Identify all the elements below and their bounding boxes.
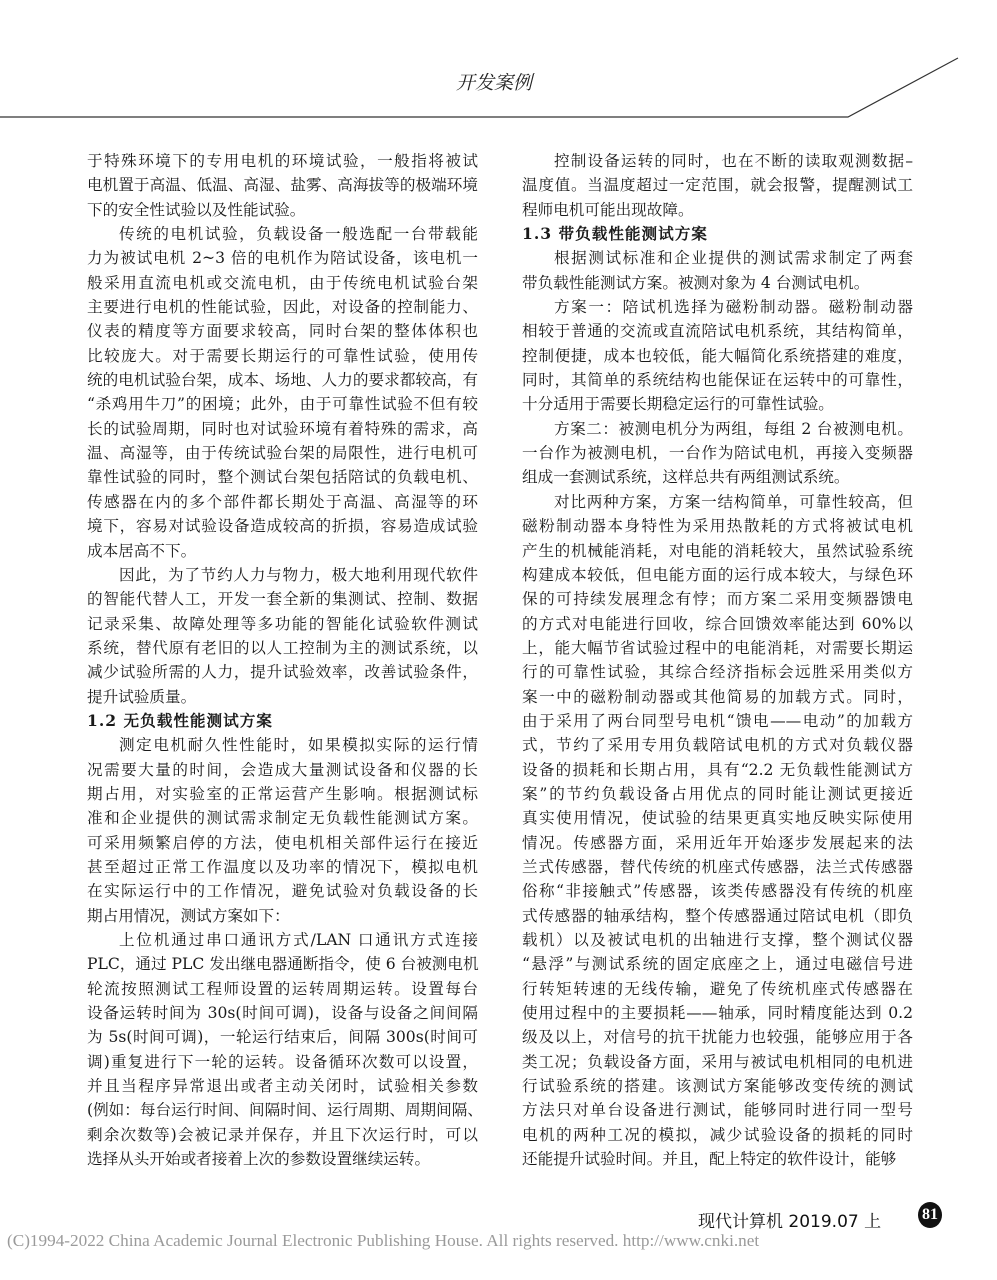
text-line: 产生的机械能消耗，对电能的消耗较大，虽然试验系统: [522, 541, 913, 560]
section-heading: 1.3 带负载性能测试方案: [522, 224, 708, 244]
text-line: 系统，替代原有老旧的以人工控制为主的测试系统，以: [87, 638, 478, 657]
text-line: 因此，为了节约人力与物力，极大地利用现代软件: [119, 565, 478, 584]
text-line: 于特殊环境下的专用电机的环境试验，一般指将被试: [87, 152, 478, 170]
text-line: 期占用，对实验室的正常运营产生影响。根据测试标: [87, 784, 478, 803]
text-line: 传感器在内的多个部件都长期处于高温、高湿等的环: [87, 492, 478, 511]
text-line: 根据测试标准和企业提供的测试需求制定了两套: [554, 249, 913, 268]
text-line: 轮流按照测试工程师设置的运转周期运转。设置每台: [87, 979, 478, 998]
text-line: 剩余次数等)会被记录并保存，并且下次运行时，可以: [87, 1125, 478, 1144]
text-line: 选择从头开始或者接着上次的参数设置继续运转。: [87, 1150, 431, 1169]
text-line: 在实际运行中的工作情况，避免试验对负载设备的长: [87, 882, 478, 901]
text-line: 般采用直流电机或交流电机，由于传统电机试验台架: [87, 273, 478, 292]
text-line: 的方式对电能进行回收，综合回馈效率能达到 60%以: [522, 614, 913, 633]
text-line: 控制便捷，成本也较低，能大幅简化系统搭建的难度，: [522, 346, 913, 365]
text-line: 下的安全性试验以及性能试验。: [87, 200, 306, 219]
text-line: 由于采用了两台同型号电机“馈电——电动”的加载方: [522, 711, 913, 730]
text-line: PLC，通过 PLC 发出继电器通断指令，使 6 台被测电机: [87, 955, 479, 974]
text-line: 控制设备运转的同时，也在不断的读取观测数据–: [554, 152, 913, 170]
text-line: 的智能代替人工，开发一套全新的集测试、控制、数据: [87, 590, 478, 609]
text-line: 可采用频繁启停的方法，使电机相关部件运行在接近: [87, 833, 478, 852]
text-line: 长的试验周期，同时也对试验环境有着特殊的需求，高: [87, 419, 478, 438]
text-line: 对比两种方案，方案一结构简单，可靠性较高，但: [554, 492, 913, 511]
text-line: “杀鸡用牛刀”的困境；此外，由于可靠性试验不但有较: [87, 395, 478, 414]
text-line: 情况。传感器方面，采用近年开始逐步发展起来的法: [522, 833, 913, 852]
text-line: 电机置于高温、低温、高湿、盐雾、高海拔等的极端环境: [87, 176, 478, 195]
paragraph: [87, 928, 483, 1171]
text-line: 组成一套测试系统，这样总共有两组测试系统。: [522, 468, 850, 487]
copyright-notice: (C)1994-2022 China Academic Journal Electronic Publishing House. All rights reserved. http://www.cnki.net: [7, 1231, 760, 1250]
text-line: 并且当程序异常退出或者主动关闭时，试验相关参数: [87, 1077, 478, 1096]
text-line: (例如：每台运行时间、间隔时间、运行周期、周期间隔、: [87, 1101, 483, 1120]
text-line: 真实使用情况，使试验的结果更真实地反映实际使用: [522, 809, 913, 828]
text-line: 比较庞大。对于需要长期运行的可靠性试验，使用传: [87, 346, 478, 365]
text-line: 式，节约了采用专用负载陪试电机的方式对负载仪器: [522, 736, 913, 755]
text-line: 甚至超过正常工作温度以及功率的情况下，模拟电机: [87, 857, 478, 876]
text-line: 磁粉制动器本身特性为采用热散耗的方式将被试电机: [522, 517, 913, 536]
text-line: 设备的损耗和长期占用，具有“2.2 无负载性能测试方: [522, 760, 913, 779]
text-line: 保的可持续发展理念有悖；而方案二采用变频器馈电: [522, 590, 913, 609]
text-line: 传统的电机试验，负载设备一般选配一台带载能: [119, 225, 478, 244]
paragraph: [87, 563, 478, 709]
text-line: 行的可靠性试验，其综合经济指标会远胜采用类似方: [522, 663, 913, 682]
text-line: 兰式传感器，替代传统的机座式传感器，法兰式传感器: [522, 857, 913, 876]
text-line: 设备运转时间为 30s(时间可调)，设备与设备之间间隔: [87, 1004, 478, 1023]
text-line: 一台作为被测电机，一台作为陪试电机，再接入变频器: [522, 444, 913, 463]
text-line: 温度值。当温度超过一定范围，就会报警，提醒测试工: [522, 176, 913, 195]
text-line: “悬浮”与测试系统的固定底座之上，通过电磁信号进: [522, 955, 913, 974]
paragraph: [522, 490, 913, 1172]
text-line: 类工况；负载设备方面，采用与被试电机相同的电机进: [522, 1052, 913, 1071]
text-line: 方法只对单台设备进行测试，能够同时进行同一型号: [522, 1101, 913, 1120]
text-line: 级及以上，对信号的抗干扰能力也较强，能够应用于各: [522, 1028, 913, 1047]
text-line: 带负载性能测试方案。被测对象为 4 台测试电机。: [522, 273, 870, 292]
text-line: 行转矩转速的无线传输，避免了传统机座式传感器在: [522, 979, 913, 998]
text-line: 构建成本较低，但电能方面的运行成本较大，与绿色环: [522, 565, 913, 584]
journal-footer: 现代计算机 2019.07 上: [698, 1212, 882, 1232]
text-line: 调)重复进行下一轮的运转。设备循环次数可以设置，: [87, 1052, 478, 1071]
text-line: 境下，容易对试验设备造成较高的折损，容易造成试验: [87, 517, 478, 536]
text-line: 相较于普通的交流或直流陪试电机系统，其结构简单，: [522, 322, 913, 341]
text-line: 程师电机可能出现故障。: [522, 200, 694, 219]
text-line: 上位机通过串口通讯方式/LAN 口通讯方式连接: [119, 931, 478, 949]
page-number: 81: [918, 1202, 942, 1228]
text-line: 靠性试验的同时，整个测试台架包括陪试的负载电机、: [87, 468, 478, 487]
text-line: 上，能大幅节省试验过程中的电能消耗，对需要长期运: [522, 638, 913, 657]
text-line: 减少试验所需的人力，提升试验效率，改善试验条件，: [87, 663, 478, 682]
text-line: 案一中的磁粉制动器或其他简易的加载方式。同时，: [522, 687, 913, 706]
paragraph: [522, 295, 913, 417]
text-line: 方案二：被测电机分为两组，每组 2 台被测电机。: [554, 419, 913, 438]
paragraph: [87, 222, 478, 563]
section-heading: 1.2 无负载性能测试方案: [87, 710, 273, 730]
paragraph: [522, 149, 913, 222]
text-line: 统的电机试验台架，成本、场地、人力的要求都较高，有: [87, 371, 478, 390]
paragraph: [522, 246, 913, 295]
text-line: 使用过程中的主要损耗——轴承，同时精度能达到 0.2: [522, 1004, 913, 1023]
left-column: [87, 149, 483, 1171]
text-line: 温、高湿等，由于传统试验台架的局限性，进行电机可: [87, 444, 478, 463]
text-line: 力为被试电机 2~3 倍的电机作为陪试设备，该电机一: [87, 249, 478, 268]
section-header: 开发案例: [456, 72, 533, 94]
text-line: 为 5s(时间可调)，一轮运行结束后，间隔 300s(时间可: [87, 1028, 478, 1047]
text-line: 电机的两种工况的模拟，减少试验设备的损耗的同时: [522, 1125, 913, 1144]
paragraph: [522, 417, 913, 490]
text-line: 主要进行电机的性能试验，因此，对设备的控制能力、: [87, 298, 478, 317]
text-line: 方案一：陪试机选择为磁粉制动器。磁粉制动器: [554, 298, 913, 317]
text-line: 提升试验质量。: [87, 687, 197, 706]
text-line: 案”的节约负载设备占用优点的同时能让测试更接近: [522, 784, 913, 803]
text-line: 测定电机耐久性性能时，如果模拟实际的运行情: [119, 736, 478, 755]
paragraph: [87, 149, 478, 222]
paragraph: [87, 733, 478, 928]
text-line: 行试验系统的搭建。该测试方案能够改变传统的测试: [522, 1077, 913, 1096]
right-column: [522, 149, 913, 1171]
text-line: 俗称“非接触式”传感器，该类传感器没有传统的机座: [522, 882, 913, 901]
text-line: 仪表的精度等方面要求较高，同时台架的整体体积也: [87, 322, 478, 341]
text-line: 还能提升试验时间。并且，配上特定的软件设计，能够: [522, 1150, 897, 1169]
text-line: 准和企业提供的测试需求制定无负载性能测试方案。: [87, 809, 478, 828]
text-line: 载机）以及被试电机的出轴进行支撑，整个测试仪器: [522, 931, 913, 949]
text-line: 期占用情况，测试方案如下：: [87, 906, 290, 925]
text-line: 况需要大量的时间，会造成大量测试设备和仪器的长: [87, 760, 478, 779]
text-line: 式传感器的轴承结构，整个传感器通过陪试电机（即负: [522, 906, 913, 925]
text-line: 同时，其简单的系统结构也能保证在运转中的可靠性，: [522, 371, 913, 390]
text-line: 成本居高不下。: [87, 541, 197, 560]
text-line: 十分适用于需要长期稳定运行的可靠性试验。: [522, 395, 834, 414]
text-line: 记录采集、故障处理等多功能的智能化试验软件测试: [87, 614, 478, 633]
